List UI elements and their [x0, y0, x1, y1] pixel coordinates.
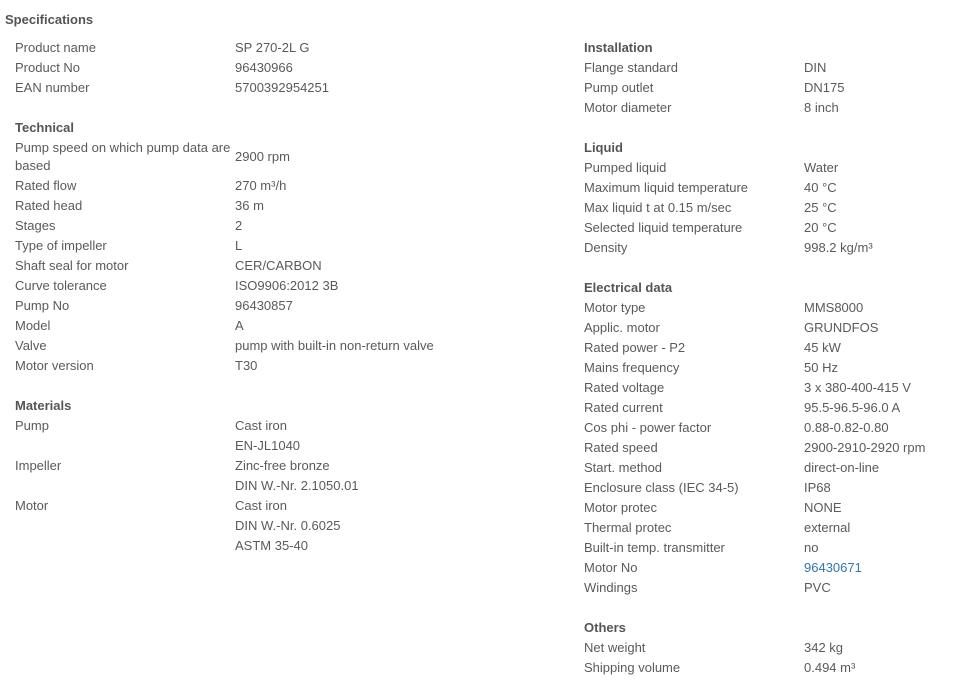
spec-value: 342 kg: [804, 640, 844, 655]
spec-label: Curve tolerance: [15, 278, 107, 293]
spec-label: Motor protec: [584, 500, 657, 515]
spec-value: 40 °C: [804, 180, 837, 195]
spec-label: Type of impeller: [15, 238, 107, 253]
others-section: [584, 618, 954, 678]
spec-value: 95.5-96.5-96.0 A: [804, 400, 901, 415]
spec-label: Stages: [15, 218, 56, 233]
spec-label: Rated flow: [15, 178, 77, 193]
spec-row: [584, 58, 954, 78]
spec-row: [584, 318, 954, 338]
spec-value: L: [235, 238, 243, 253]
spec-value: 3 x 380-400-415 V: [804, 380, 911, 395]
spec-row: [15, 296, 575, 316]
spec-label: Net weight: [584, 640, 646, 655]
spec-value: 8 inch: [804, 100, 839, 115]
spec-row: [584, 518, 954, 538]
spec-value: 96430857: [235, 298, 293, 313]
spec-row: [584, 478, 954, 498]
spec-row: [15, 356, 575, 376]
spec-label: [15, 139, 235, 175]
spec-value: 2900 rpm: [235, 149, 290, 164]
left-column: [15, 38, 575, 556]
spec-row: [15, 58, 575, 78]
spec-value: pump with built-in non-return valve: [235, 338, 434, 353]
spec-row: [15, 216, 575, 236]
spec-value: no: [804, 540, 819, 555]
spec-row: [584, 538, 954, 558]
spec-label: Flange standard: [584, 60, 678, 75]
spec-label: Pump: [15, 418, 49, 433]
spec-value: NONE: [804, 500, 842, 515]
electrical-section: [584, 278, 954, 598]
spec-value: Water: [804, 160, 839, 175]
spec-value: DIN: [804, 60, 827, 75]
spec-value: direct-on-line: [804, 460, 880, 475]
spec-label: Density: [584, 240, 628, 255]
spec-value: 270 m³/h: [235, 178, 287, 193]
spec-row: [584, 338, 954, 358]
installation-section: [584, 38, 954, 118]
section-title-others: Others: [584, 620, 626, 635]
spec-row: [15, 416, 575, 436]
spec-value: 20 °C: [804, 220, 837, 235]
spec-label: Rated current: [584, 400, 663, 415]
spec-row: [15, 78, 575, 98]
spec-label: Pump outlet: [584, 80, 654, 95]
technical-section: [15, 118, 575, 376]
spec-row: [15, 176, 575, 196]
spec-value: CER/CARBON: [235, 258, 322, 273]
section-title-materials: Materials: [15, 398, 72, 413]
spec-row: [584, 78, 954, 98]
spec-label: Cos phi - power factor: [584, 420, 712, 435]
spec-label: Enclosure class (IEC 34-5): [584, 480, 739, 495]
spec-row: [15, 276, 575, 296]
spec-label: Model: [15, 318, 51, 333]
section-title-installation: Installation: [584, 40, 653, 55]
spec-label: Rated head: [15, 198, 83, 213]
spec-value: 0.494 m³: [804, 660, 856, 675]
spec-label: Shaft seal for motor: [15, 258, 129, 273]
spec-value: external: [804, 520, 851, 535]
spec-label: Product name: [15, 40, 96, 55]
spec-row: [15, 516, 575, 536]
spec-row: [15, 496, 575, 516]
spec-label: Thermal protec: [584, 520, 672, 535]
section-title-technical: Technical: [15, 120, 75, 135]
spec-value: T30: [235, 358, 258, 373]
spec-row: [584, 418, 954, 438]
spec-row: [584, 558, 954, 578]
spec-row: [584, 398, 954, 418]
spec-row: [15, 38, 575, 58]
spec-value: DIN W.-Nr. 0.6025: [235, 518, 341, 533]
spec-row: [584, 378, 954, 398]
spec-value: DN175: [804, 80, 845, 95]
spec-value: A: [235, 318, 244, 333]
materials-section: [15, 396, 575, 556]
spec-label: Motor type: [584, 300, 646, 315]
spec-value: 0.88-0.82-0.80: [804, 420, 889, 435]
spec-value: ASTM 35-40: [235, 538, 308, 553]
spec-label: Motor No: [584, 560, 638, 575]
page-title: Specifications: [5, 12, 94, 27]
spec-row: [15, 536, 575, 556]
general-section: [15, 38, 575, 98]
spec-label: Pump No: [15, 298, 70, 313]
spec-value: 36 m: [235, 198, 264, 213]
spec-label-line: based: [15, 158, 51, 173]
spec-row: [584, 458, 954, 478]
motor-no-link[interactable]: 96430671: [804, 560, 862, 575]
spec-value: 50 Hz: [804, 360, 838, 375]
spec-label: Maximum liquid temperature: [584, 180, 749, 195]
spec-row: [584, 218, 954, 238]
spec-row: [15, 316, 575, 336]
spec-value: 998.2 kg/m³: [804, 240, 873, 255]
section-title-electrical: Electrical data: [584, 280, 673, 295]
spec-value: 2900-2910-2920 rpm: [804, 440, 926, 455]
spec-label: EAN number: [15, 80, 90, 95]
spec-row: [584, 238, 954, 258]
spec-row: [584, 638, 954, 658]
spec-value: SP 270-2L G: [235, 40, 310, 55]
spec-label-line: Pump speed on which pump data are: [15, 140, 231, 155]
spec-value: 5700392954251: [235, 80, 329, 95]
spec-row: [15, 456, 575, 476]
spec-row: [15, 196, 575, 216]
spec-row: [584, 158, 954, 178]
spec-row: [15, 476, 575, 496]
spec-label: Built-in temp. transmitter: [584, 540, 725, 555]
spec-row: [584, 178, 954, 198]
spec-value: DIN W.-Nr. 2.1050.01: [235, 478, 359, 493]
spec-label: Rated power - P2: [584, 340, 686, 355]
spec-label: Shipping volume: [584, 660, 681, 675]
spec-label: Motor: [15, 498, 49, 513]
spec-value: Zinc-free bronze: [235, 458, 330, 473]
spec-row: [584, 358, 954, 378]
section-title-liquid: Liquid: [584, 140, 623, 155]
spec-label: Valve: [15, 338, 47, 353]
spec-row: [15, 138, 575, 176]
spec-value: IP68: [804, 480, 831, 495]
spec-value: PVC: [804, 580, 831, 595]
liquid-section: [584, 138, 954, 258]
spec-label: Product No: [15, 60, 81, 75]
spec-row: [15, 336, 575, 356]
spec-row: [584, 658, 954, 678]
spec-label: Mains frequency: [584, 360, 680, 375]
spec-row: [584, 438, 954, 458]
spec-row: [584, 98, 954, 118]
spec-row: [584, 298, 954, 318]
spec-row: [584, 198, 954, 218]
spec-label: Max liquid t at 0.15 m/sec: [584, 200, 732, 215]
spec-value: GRUNDFOS: [804, 320, 879, 335]
spec-label: Selected liquid temperature: [584, 220, 743, 235]
spec-value: EN-JL1040: [235, 438, 301, 453]
spec-value: MMS8000: [804, 300, 864, 315]
spec-row: [584, 498, 954, 518]
spec-value: ISO9906:2012 3B: [235, 278, 339, 293]
spec-value: 25 °C: [804, 200, 837, 215]
spec-value: 96430966: [235, 60, 293, 75]
spec-label: Applic. motor: [584, 320, 660, 335]
spec-label: Rated speed: [584, 440, 658, 455]
spec-value: 2: [235, 218, 243, 233]
spec-label: Start. method: [584, 460, 663, 475]
spec-label: Impeller: [15, 458, 62, 473]
spec-row: [15, 436, 575, 456]
spec-value: Cast iron: [235, 418, 288, 433]
spec-label: Pumped liquid: [584, 160, 667, 175]
spec-label: Rated voltage: [584, 380, 665, 395]
spec-row: [15, 236, 575, 256]
spec-label: Motor version: [15, 358, 94, 373]
right-column: [584, 38, 954, 678]
spec-value: Cast iron: [235, 498, 288, 513]
spec-row: [584, 578, 954, 598]
spec-label: Windings: [584, 580, 638, 595]
spec-value: 45 kW: [804, 340, 841, 355]
spec-row: [15, 256, 575, 276]
spec-label: Motor diameter: [584, 100, 672, 115]
